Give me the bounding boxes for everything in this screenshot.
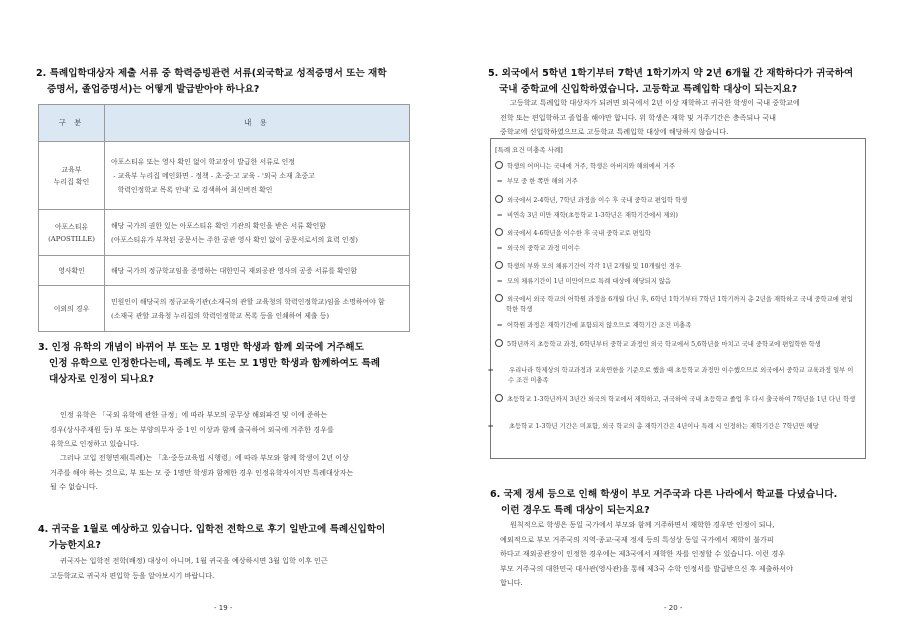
answer-line: 중학교에 신입학하였으므로 고등학교 특례입학 대상에 해당하지 않습니다. (500, 127, 729, 136)
case-item: 외국에서 2-4학년, 7학년 과정을 이수 후 국내 중학교 편입학 학생 (495, 195, 859, 206)
page-number-right: - 20 - (664, 604, 683, 612)
question-3-answer-2 (50, 451, 414, 495)
arrow-icon: ⇒ (497, 178, 503, 185)
table-row-head (39, 210, 105, 256)
arrow-icon: ⇒ (497, 322, 503, 329)
table-header-content: 내 용 (105, 105, 410, 142)
question-6-answer (500, 518, 866, 591)
question-2 (36, 66, 387, 98)
row-head-line: 교육부 (61, 165, 82, 174)
case-result: ⇒ 비연속 3년 미만 재학(초등학교 1-3학년은 재학기간에서 제외) (497, 212, 678, 219)
question-6 (490, 487, 837, 519)
question-5 (488, 66, 853, 98)
answer-line: 고등학교로 귀국자 편입학 등을 알아보시기 바랍니다. (50, 570, 215, 580)
question-4-line-2: 가능한지요? (49, 540, 101, 551)
table-header-row (39, 105, 410, 142)
row-content-line: 민원인이 해당국의 정규교육기관(소재국의 관할 교육청의 학력인정학교)임을 소명하여야 함 (111, 297, 385, 306)
arrow-icon: ⇒ (488, 423, 494, 430)
document-requirements-table (38, 104, 410, 332)
row-content-line: 학력인정학교 목록 안내' 로 검색하여 최신버전 확인 (111, 185, 273, 194)
row-content-line: 해당 국가의 권한 있는 아포스티유 확인 기관의 확인을 받은 서류 확인함 (111, 221, 326, 230)
row-content-line: 해당 국가의 정규학교임을 증명하는 대한민국 재외공관 영사의 공증 서류를 확인함 (111, 266, 358, 275)
table-row (39, 286, 410, 332)
answer-line: 될 수 없습니다. (50, 482, 98, 491)
row-content-line: - 교육부 누리집 메인화면 - 정책 - 초·중·고 교육 - '외국 소재 초중고 (111, 171, 315, 180)
case-result: ⇒ 외국의 중학교 과정 미이수 (497, 245, 580, 252)
answer-line: 전학 또는 편입학하고 졸업을 해야만 합니다. 위 학생은 재학 및 거주기간은 충족되나 국내 (500, 112, 777, 122)
row-head-line: 이외의 경우 (53, 304, 90, 313)
question-2-line-2: 증명서, 졸업증명서)는 어떻게 발급받아야 하나요? (47, 84, 260, 95)
table-row (39, 142, 410, 210)
table-header-category: 구 분 (39, 105, 105, 142)
case-result: ⇒ 초등학교 1-3학년 기간은 미포함, 외국 학교의 총 재학기간은 4년이나 특례 시 인정하는 재학기간은 7학년만 해당 (488, 423, 819, 430)
circle-bullet-icon (495, 339, 503, 347)
case-result: ⇒ 모의 체류기간이 1년 미만이므로 특례 대상에 해당되지 않음 (497, 278, 672, 285)
question-3-answer-1 (50, 408, 414, 452)
question-5-answer (500, 96, 866, 140)
circle-bullet-icon (495, 228, 503, 236)
question-2-line-1: 2. 특례입학대상자 제출 서류 중 학력증빙관련 서류(외국학교 성적증명서 또는 재학 (36, 68, 387, 79)
arrow-icon: ⇒ (497, 212, 503, 219)
row-head-line: 영사확인 (58, 266, 85, 275)
table-row (39, 256, 410, 286)
table-row-head (39, 286, 105, 332)
circle-bullet-icon (495, 294, 503, 302)
table-row-content (105, 286, 410, 332)
question-6-line-2: 이런 경우도 특례 대상이 되는지요? (501, 505, 650, 516)
row-head-line: 아포스티유 (54, 222, 89, 231)
arrow-icon: ⇒ (497, 278, 503, 285)
answer-line: 거주를 해야 하는 것으로, 부 또는 모 중 1명만 학생과 함께한 경우 인정유학자이지만 특례대상자는 (50, 467, 354, 477)
arrow-icon: ⇒ (488, 367, 494, 374)
question-6-line-1: 6. 국제 정세 등으로 인해 학생이 부모 거주국과 다른 나라에서 학교를 다녔습니다. (490, 489, 838, 500)
table-row-content (105, 256, 410, 286)
circle-bullet-icon (495, 261, 503, 269)
box-title: [특례 요건 미충족 사례] (495, 146, 563, 154)
table-row-head (39, 256, 105, 286)
question-3 (38, 340, 380, 388)
page-number-left: - 19 - (214, 604, 233, 612)
row-content-line: (아포스티유가 부착된 공문서는 주한 공관 영사 확인 없이 공문서로서의 효력 인정) (111, 235, 358, 244)
answer-line: 귀국자는 입학전 전학(배정) 대상이 아니며, 1월 귀국을 예상하시면 3월 입학 이후 인근 (60, 556, 328, 565)
answer-line: 유학으로 인정하고 있습니다. (50, 439, 139, 448)
case-item: 학생의 어머니는 국내에 거주, 학생은 아버지와 해외에서 거주 (495, 161, 859, 172)
arrow-icon: ⇒ (497, 245, 503, 252)
question-4-line-1: 4. 귀국을 1월로 예상하고 있습니다. 입학전 전학으로 후기 일반고에 특례신입학이 (38, 524, 386, 535)
row-content-line: 아포스티유 또는 영사 확인 없이 학교장이 발급한 서류로 인정 (111, 157, 295, 166)
question-3-line-1: 3. 인정 유학의 개념이 바뀌어 부 또는 모 1명만 학생과 함께 외국에 거주해도 (38, 342, 364, 353)
answer-line: 원칙적으로 학생은 동일 국가에서 부모와 함께 거주하면서 재학한 경우만 인정이 되나, (510, 520, 775, 529)
question-3-line-2: 인정 유학으로 인정한다는데, 특례도 부 또는 모 1명만 학생과 함께하여도 특례 (49, 358, 381, 369)
table-row-content (105, 210, 410, 256)
question-4-answer (50, 554, 414, 583)
case-result: ⇒ 부모 중 한 쪽만 해외 거주 (497, 178, 578, 185)
answer-line: 예외적으로 부모 거주국의 지역·종교·국제 정세 등의 특성상 동일 국가에서 재학이 불가피 (500, 534, 774, 544)
case-item: 외국에서 외국 학교의 어학원 과정을 6개월 다닌 후, 6학년 1학기부터 7학년 1학기까지 총 2년을 재학하고 국내 중학교에 편입학한 학생 (495, 294, 859, 315)
answer-line: 그러나 고입 전형면제(특례)는 「초·중등교육법 시행령」에 따라 부모와 함께 학생이 2년 이상 (60, 453, 349, 462)
question-4 (38, 522, 385, 554)
answer-line: 인정 유학은 「국외 유학에 관한 규정」에 따라 부모의 공무상 해외파견 및 이에 준하는 (60, 410, 328, 419)
circle-bullet-icon (495, 394, 503, 402)
case-item: 5학년까지 초등학교 과정, 6학년부터 중학교 과정인 외국 학교에서 5,6학년을 마치고 국내 중학교에 편입학한 학생 (495, 339, 859, 350)
table-row-content (105, 142, 410, 210)
row-head-line: 누리집 확인 (53, 177, 90, 186)
table-row-head (39, 142, 105, 210)
circle-bullet-icon (495, 161, 503, 169)
unmet-requirements-box (490, 138, 866, 459)
circle-bullet-icon (495, 195, 503, 203)
answer-line: 경우(상사주재원 등) 부 또는 부양의무자 중 1인 이상과 함께 출국하여 외국에 거주한 경우를 (50, 424, 334, 434)
case-result: ⇒ 어학원 과정은 재학기간에 포함되지 않으므로 재학기간 조건 미충족 (497, 322, 692, 329)
case-item: 학생의 부와 모의 체류기간이 각각 1년 2개월 및 10개월인 경우 (495, 261, 859, 272)
answer-line: 부모 거주국의 대한민국 대사관(영사관)을 통해 제3국 수학 인정서를 발급받으신 후 제출하셔야 (500, 563, 793, 573)
case-item: 초등학교 1-3학년까지 3년간 외국의 학교에서 재학하고, 귀국하여 국내 초등학교 졸업 후 다시 출국하여 7학년을 1년 다닌 학생 (495, 394, 859, 405)
table-row (39, 210, 410, 256)
row-content-line: (소재국 관할 교육청 누리집의 학력인정학교 목록 등을 인쇄하여 제출 등) (111, 311, 330, 320)
answer-line: 고등학교 특례입학 대상자가 되려면 외국에서 2년 이상 재학하고 귀국한 학생이 국내 중학교에 (510, 98, 800, 107)
question-5-line-1: 5. 외국에서 5학년 1학기부터 7학년 1학기까지 약 2년 6개월 간 재학하다가 귀국하여 (488, 68, 854, 79)
question-5-line-2: 국내 중학교에 신입학하였습니다. 고등학교 특례입학 대상이 되는지요? (499, 84, 798, 95)
question-3-line-3: 대상자로 인정이 되나요? (49, 374, 154, 385)
answer-line: 합니다. (500, 578, 523, 587)
case-result: ⇒ 우리나라 학제상의 학교과정과 교육연한을 기준으로 했을 때 초등학교 과정만 이수했으므로 외국에서 중학교 교육과정 일부 이수 조건 미충족 (488, 367, 854, 384)
case-item: 외국에서 4-6학년을 이수한 후 국내 중학교로 편입학 (495, 228, 859, 239)
answer-line: 하다고 재외공관장이 인정한 경우에는 제3국에서 재학한 자를 인정할 수 있습니다. 이런 경우 (500, 549, 786, 558)
row-head-line: (APOSTILLE) (48, 234, 95, 243)
